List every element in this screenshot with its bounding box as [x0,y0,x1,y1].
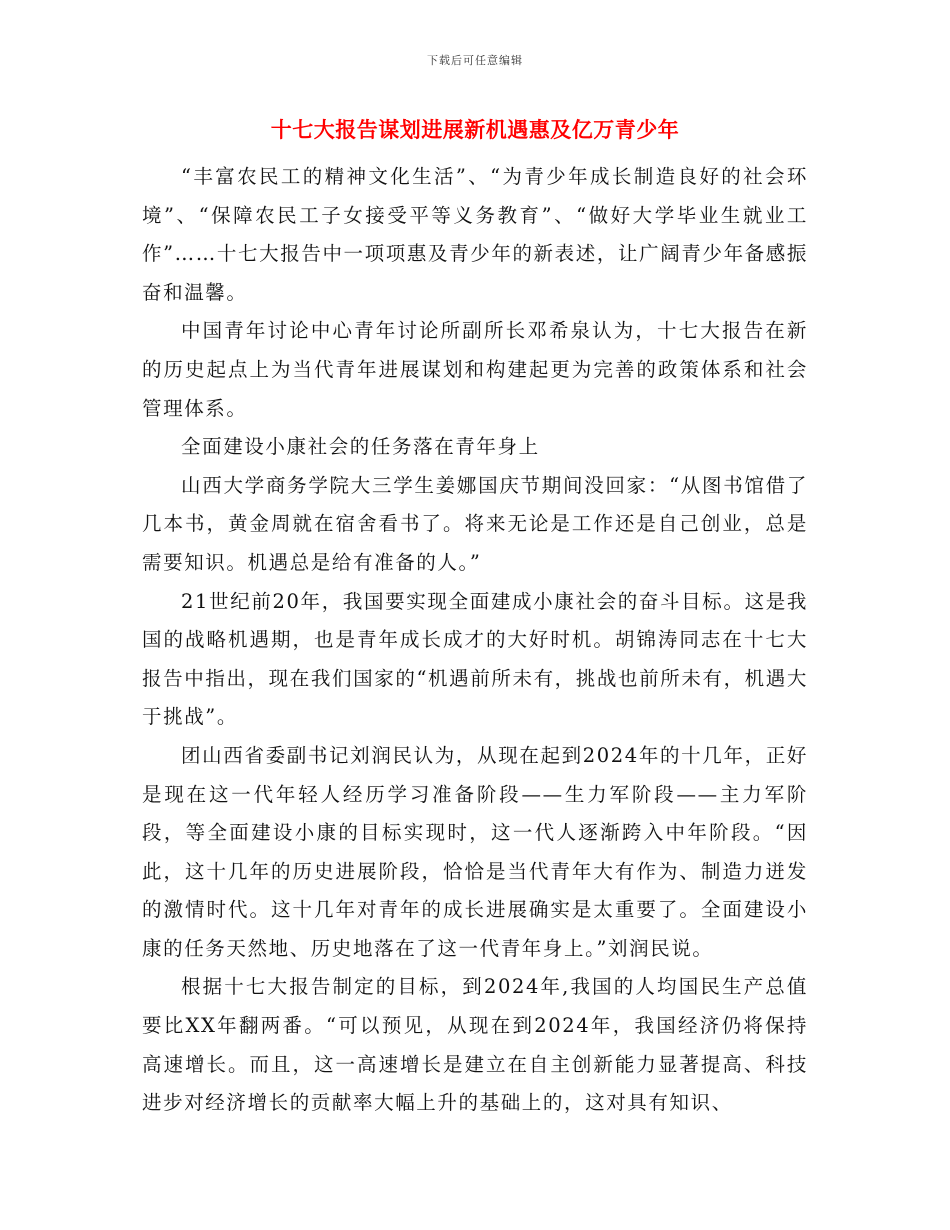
paragraph: 团山西省委副书记刘润民认为，从现在起到2024年的十几年，正好是现在这一代年轻人经历学习准备阶段——生力军阶段——主力军阶段，等全面建设小康的目标实现时，这一代人逐渐跨入中年阶段。“因此，这十几年的历史进展阶段，恰恰是当代青年大有作为、制造力迸发的激情时代。这十几年对青年的成长进展确实是太重要了。全面建设小康的任务天然地、历史地落在了这一代青年身上。”刘润民说。 [142,743,808,960]
header-note: 下载后可任意编辑 [427,54,523,67]
paragraph: 山西大学商务学院大三学生姜娜国庆节期间没回家：“从图书馆借了几本书，黄金周就在宿舍看书了。将来无论是工作还是自己创业，总是需要知识。机遇总是给有准备的人。” [142,473,808,574]
paragraph: 根据十七大报告制定的目标，到2024年,我国的人均国民生产总值要比XX年翻两番。“可以预见，从现在到2024年，我国经济仍将保持高速增长。而且，这一高速增长是建立在自主创新能力显著提高、科技进步对经济增长的贡献率大幅上升的基础上的，这对具有知识、 [142,975,808,1115]
document-body [142,158,808,1123]
paragraph: 21世纪前20年，我国要实现全面建成小康社会的奋斗目标。这是我国的战略机遇期，也是青年成长成才的大好时机。胡锦涛同志在十七大报告中指出，现在我们国家的“机遇前所未有，挑战也前所未有，机遇大于挑战”。 [142,589,808,729]
document-title: 十七大报告谋划进展新机遇惠及亿万青少年 [270,118,680,142]
paragraph: 中国青年讨论中心青年讨论所副所长邓希泉认为，十七大报告在新的历史起点上为当代青年进展谋划和构建起更为完善的政策体系和社会管理体系。 [142,319,808,420]
section-heading: 全面建设小康社会的任务落在青年身上 [181,435,540,459]
paragraph: “丰富农民工的精神文化生活”、“为青少年成长制造良好的社会环境”、“保障农民工子女接受平等义务教育”、“做好大学毕业生就业工作”……十七大报告中一项项惠及青少年的新表述，让广阔青少年备感振奋和温馨。 [142,165,808,304]
